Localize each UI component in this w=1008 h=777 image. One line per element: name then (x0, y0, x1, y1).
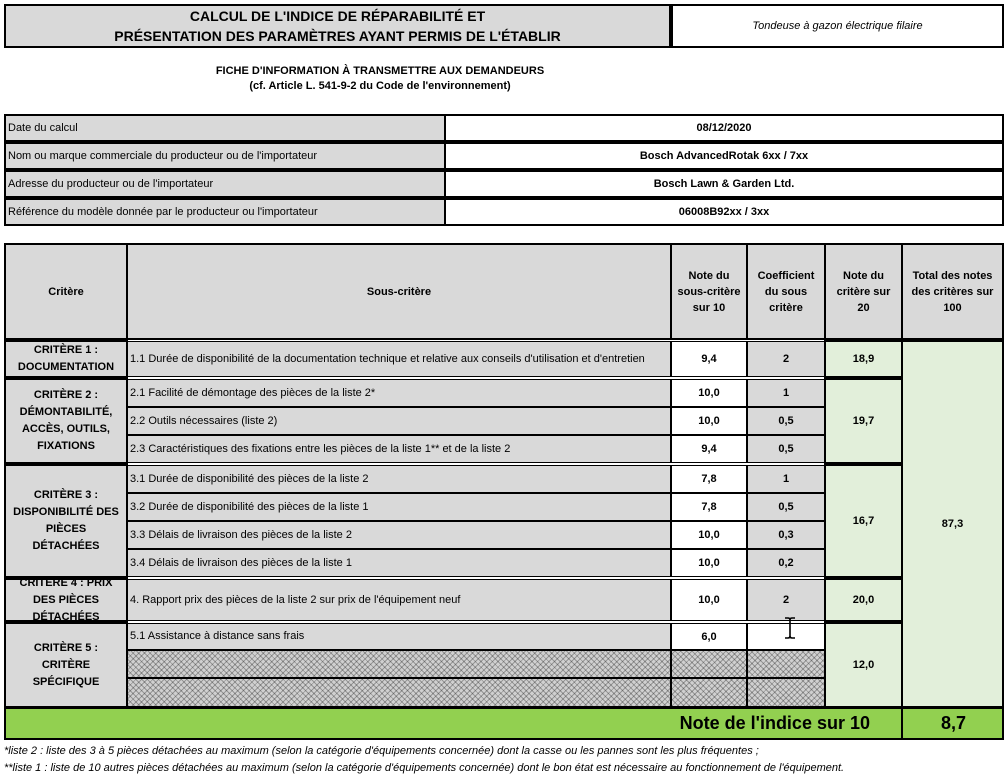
subcriterion-3-3-note: 10,0 (671, 521, 747, 549)
subcriterion-4-coef: 2 (747, 579, 825, 621)
criterion-1-label: CRITÈRE 1 : DOCUMENTATION (4, 340, 128, 378)
subcriterion-1-1: 1.1 Durée de disponibilité de la documentation technique et relative aux conseils d'utilisation et d'entretien (127, 341, 671, 377)
empty-coef-cell (747, 650, 825, 678)
info-label-date: Date du calcul (4, 114, 446, 142)
subcriterion-5-1: 5.1 Assistance à distance sans frais (127, 623, 671, 650)
criterion-2-label: CRITÈRE 2 : DÉMONTABILITÉ, ACCÈS, OUTILS, FIXATIONS (4, 378, 128, 464)
criterion-4-note: 20,0 (824, 578, 903, 622)
fiche-heading (90, 64, 670, 94)
subcriterion-4: 4. Rapport prix des pièces de la liste 2 sur prix de l'équipement neuf (127, 579, 671, 621)
header-critere: Critère (4, 243, 128, 340)
subcriterion-2-2-note: 10,0 (671, 407, 747, 435)
report-title-line2: PRÉSENTATION DES PARAMÈTRES AYANT PERMIS DE L'ÉTABLIR (114, 28, 561, 44)
text-cursor-icon (783, 617, 797, 639)
criterion-5-note: 12,0 (824, 622, 903, 708)
header-sous-critere: Sous-critère (126, 243, 672, 340)
subcriterion-3-2-coef: 0,5 (747, 493, 825, 521)
final-score-bar (4, 707, 1004, 740)
empty-note-cell (671, 650, 747, 678)
info-value-brand: Bosch AdvancedRotak 6xx / 7xx (444, 142, 1004, 170)
criterion-1-note: 18,9 (824, 340, 903, 378)
fiche-heading-line2: (cf. Article L. 541-9-2 du Code de l'environnement) (249, 80, 511, 92)
info-label-reference: Référence du modèle donnée par le producteur ou l'importateur (4, 198, 446, 226)
header-total: Total des notes des critères sur 100 (901, 243, 1004, 340)
info-table (0, 114, 1008, 228)
subcriterion-3-1-note: 7,8 (671, 465, 747, 493)
subcriterion-3-2-note: 7,8 (671, 493, 747, 521)
subcriterion-3-3: 3.3 Délais de livraison des pièces de la liste 2 (127, 521, 671, 549)
subcriterion-1-1-coef: 2 (747, 341, 825, 377)
subcriterion-3-1: 3.1 Durée de disponibilité des pièces de la liste 2 (127, 465, 671, 493)
subcriterion-2-3-note: 9,4 (671, 435, 747, 463)
info-value-date: 08/12/2020 (444, 114, 1004, 142)
info-value-reference: 06008B92xx / 3xx (444, 198, 1004, 226)
criterion-2-note: 19,7 (824, 378, 903, 464)
subcriterion-3-3-coef: 0,3 (747, 521, 825, 549)
info-label-brand: Nom ou marque commerciale du producteur ou de l'importateur (4, 142, 446, 170)
footnote-liste-2: *liste 2 : liste des 3 à 5 pièces détachées au maximum (selon la catégorie d'équipements concernée) dont la casse ou les pannes sont les plus fréquentes ; (4, 745, 759, 757)
product-type: Tondeuse à gazon électrique filaire (752, 20, 923, 32)
subcriterion-3-4: 3.4 Délais de livraison des pièces de la liste 1 (127, 549, 671, 577)
info-label-address: Adresse du producteur ou de l'importateur (4, 170, 446, 198)
criterion-4-label: CRITÈRE 4 : PRIX DES PIÈCES DÉTACHÉES (4, 578, 128, 622)
criterion-5-label: CRITÈRE 5 : CRITÈRE SPÉCIFIQUE (4, 622, 128, 708)
report-title-box (4, 4, 671, 48)
subcriterion-4-note: 10,0 (671, 579, 747, 621)
subcriterion-2-1: 2.1 Facilité de démontage des pièces de la liste 2* (127, 379, 671, 407)
criterion-3-note: 16,7 (824, 464, 903, 578)
subcriterion-3-4-note: 10,0 (671, 549, 747, 577)
header-note-critere: Note du critère sur 20 (824, 243, 903, 340)
empty-note-cell (671, 678, 747, 707)
empty-coef-cell (747, 678, 825, 707)
final-score-label: Note de l'indice sur 10 (679, 713, 870, 733)
subcriterion-2-3-coef: 0,5 (747, 435, 825, 463)
product-type-box (671, 4, 1004, 48)
empty-subcriterion-row (127, 678, 671, 707)
final-score-value: 8,7 (940, 713, 967, 733)
subcriterion-1-1-note: 9,4 (671, 341, 747, 377)
subcriterion-5-1-note: 6,0 (671, 623, 747, 650)
subcriterion-2-2: 2.2 Outils nécessaires (liste 2) (127, 407, 671, 435)
subcriterion-3-1-coef: 1 (747, 465, 825, 493)
subcriterion-2-1-coef: 1 (747, 379, 825, 407)
header-coefficient: Coefficient du sous critère (746, 243, 826, 340)
subcriterion-2-1-note: 10,0 (671, 379, 747, 407)
total-score: 87,3 (901, 340, 1004, 708)
report-title-line1: CALCUL DE L'INDICE DE RÉPARABILITÉ ET (189, 8, 486, 24)
fiche-heading-line1: FICHE D'INFORMATION À TRANSMETTRE AUX DEMANDEURS (215, 65, 545, 77)
subcriterion-3-2: 3.2 Durée de disponibilité des pièces de la liste 1 (127, 493, 671, 521)
subcriterion-2-3: 2.3 Caractéristiques des fixations entre les pièces de la liste 1** et de la liste 2 (127, 435, 671, 463)
empty-subcriterion-row (127, 650, 671, 678)
subcriterion-3-4-coef: 0,2 (747, 549, 825, 577)
criterion-3-label: CRITÈRE 3 : DISPONIBILITÉ DES PIÈCES DÉTACHÉES (4, 464, 128, 578)
info-value-address: Bosch Lawn & Garden Ltd. (444, 170, 1004, 198)
header-note-sous-critere: Note du sous-critère sur 10 (670, 243, 748, 340)
subcriterion-2-2-coef: 0,5 (747, 407, 825, 435)
footnote-liste-1: **liste 1 : liste de 10 autres pièces détachées au maximum (selon la catégorie d'équipements concernée) dont le bon état est nécessaire au fonctionnement de l'équipement. (4, 762, 845, 774)
